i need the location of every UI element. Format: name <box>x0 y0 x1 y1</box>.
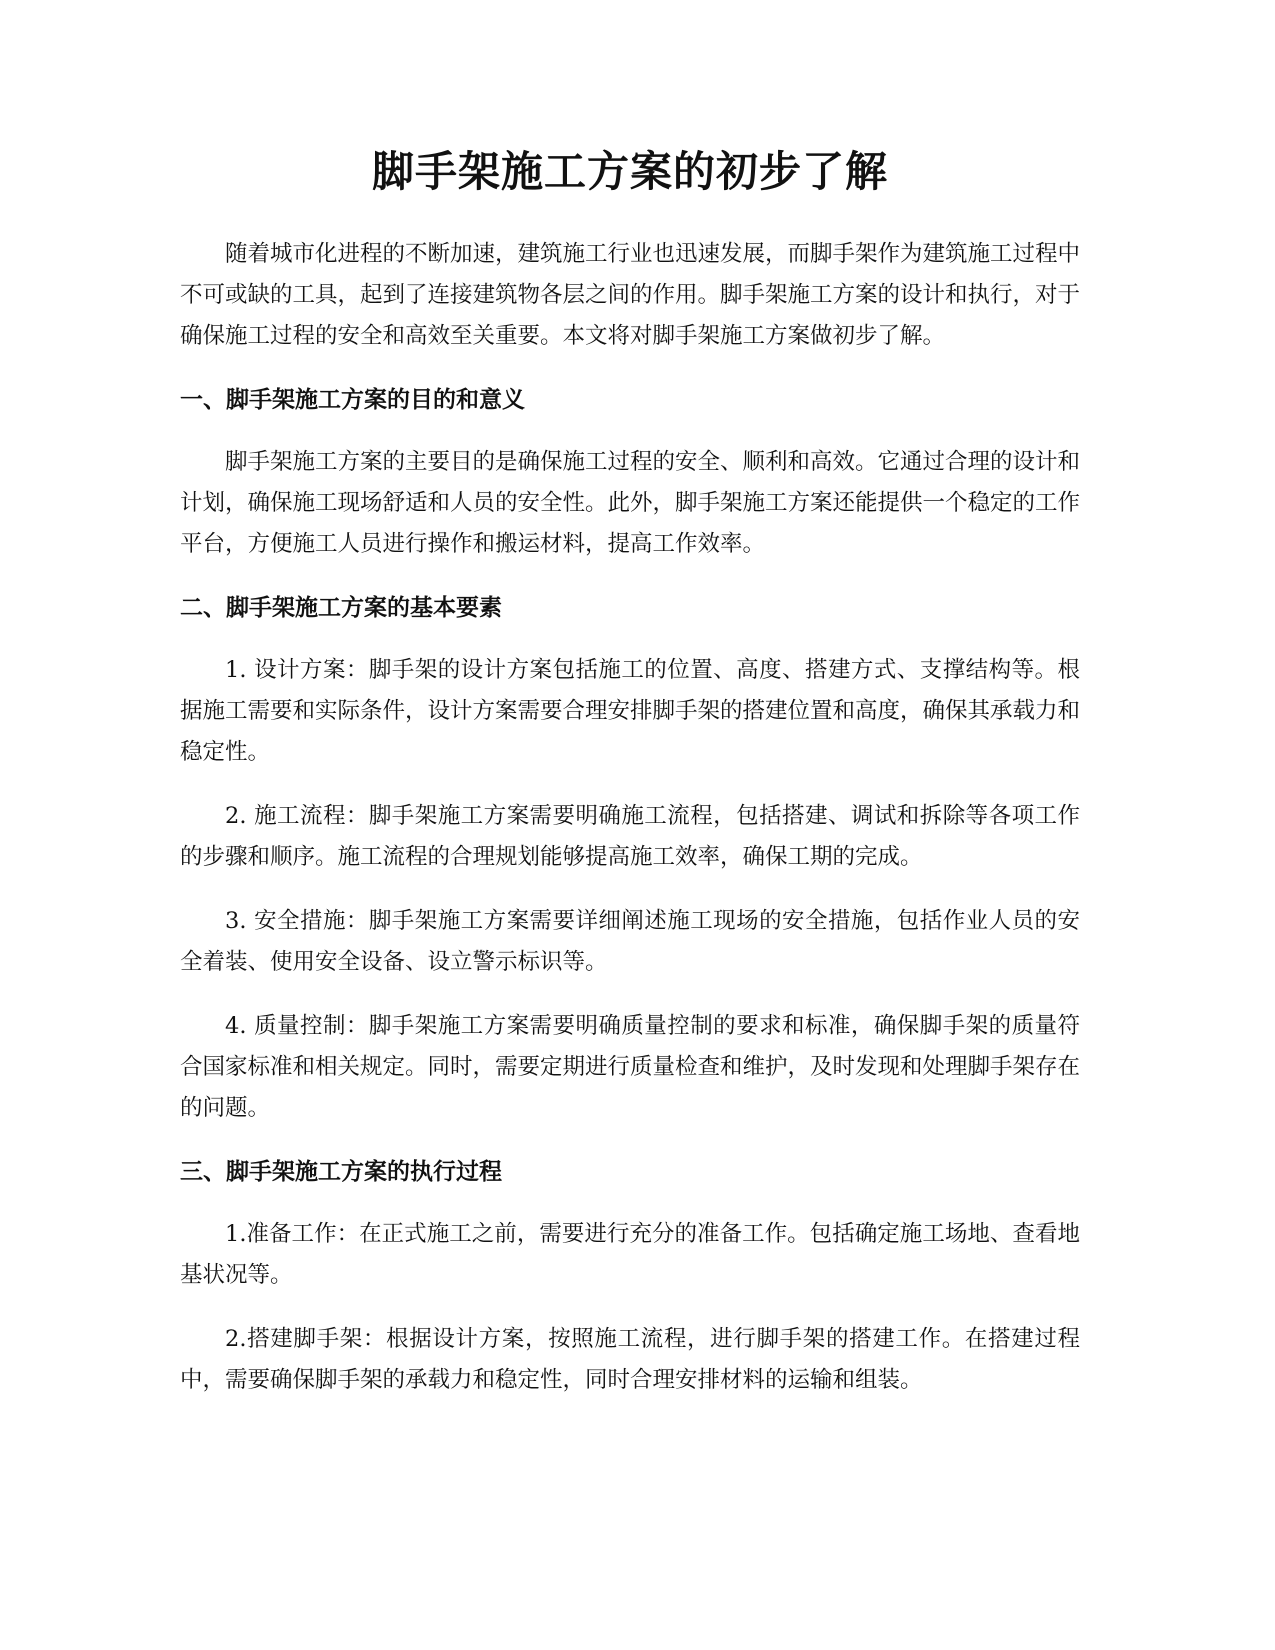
section-2-paragraph-3: 3. 安全措施：脚手架施工方案需要详细阐述施工现场的安全措施，包括作业人员的安全着装、使用安全设备、设立警示标识等。 <box>180 908 1080 975</box>
section-3-paragraph-1: 1.准备工作：在正式施工之前，需要进行充分的准备工作。包括确定施工场地、查看地基状况等。 <box>180 1221 1080 1288</box>
section-3-paragraph-2: 2.搭建脚手架：根据设计方案，按照施工流程，进行脚手架的搭建工作。在搭建过程中，需要确保脚手架的承载力和稳定性，同时合理安排材料的运输和组装。 <box>180 1326 1080 1393</box>
document-title: 脚手架施工方案的初步了解 <box>371 147 888 196</box>
section-2-paragraph-1: 1. 设计方案：脚手架的设计方案包括施工的位置、高度、搭建方式、支撑结构等。根据施工需要和实际条件，设计方案需要合理安排脚手架的搭建位置和高度，确保其承载力和稳定性。 <box>180 657 1081 765</box>
section-2-paragraph-2: 2. 施工流程：脚手架施工方案需要明确施工流程，包括搭建、调试和拆除等各项工作的步骤和顺序。施工流程的合理规划能够提高施工效率，确保工期的完成。 <box>180 803 1080 870</box>
section-2-paragraph-4: 4. 质量控制：脚手架施工方案需要明确质量控制的要求和标准，确保脚手架的质量符合国家标准和相关规定。同时，需要定期进行质量检查和维护，及时发现和处理脚手架存在的问题。 <box>180 1013 1081 1121</box>
intro-paragraph: 随着城市化进程的不断加速，建筑施工行业也迅速发展，而脚手架作为建筑施工过程中不可或缺的工具，起到了连接建筑物各层之间的作用。脚手架施工方案的设计和执行，对于确保施工过程的安全和高效至关重要。本文将对脚手架施工方案做初步了解。 <box>180 241 1081 349</box>
section-1-paragraph-1: 脚手架施工方案的主要目的是确保施工过程的安全、顺利和高效。它通过合理的设计和计划，确保施工现场舒适和人员的安全性。此外，脚手架施工方案还能提供一个稳定的工作平台，方便施工人员进行操作和搬运材料，提高工作效率。 <box>180 449 1081 557</box>
document-page <box>180 140 1080 1401</box>
section-heading-3: 三、脚手架施工方案的执行过程 <box>180 1159 502 1185</box>
section-heading-1: 一、脚手架施工方案的目的和意义 <box>180 387 525 413</box>
section-heading-2: 二、脚手架施工方案的基本要素 <box>180 595 502 621</box>
